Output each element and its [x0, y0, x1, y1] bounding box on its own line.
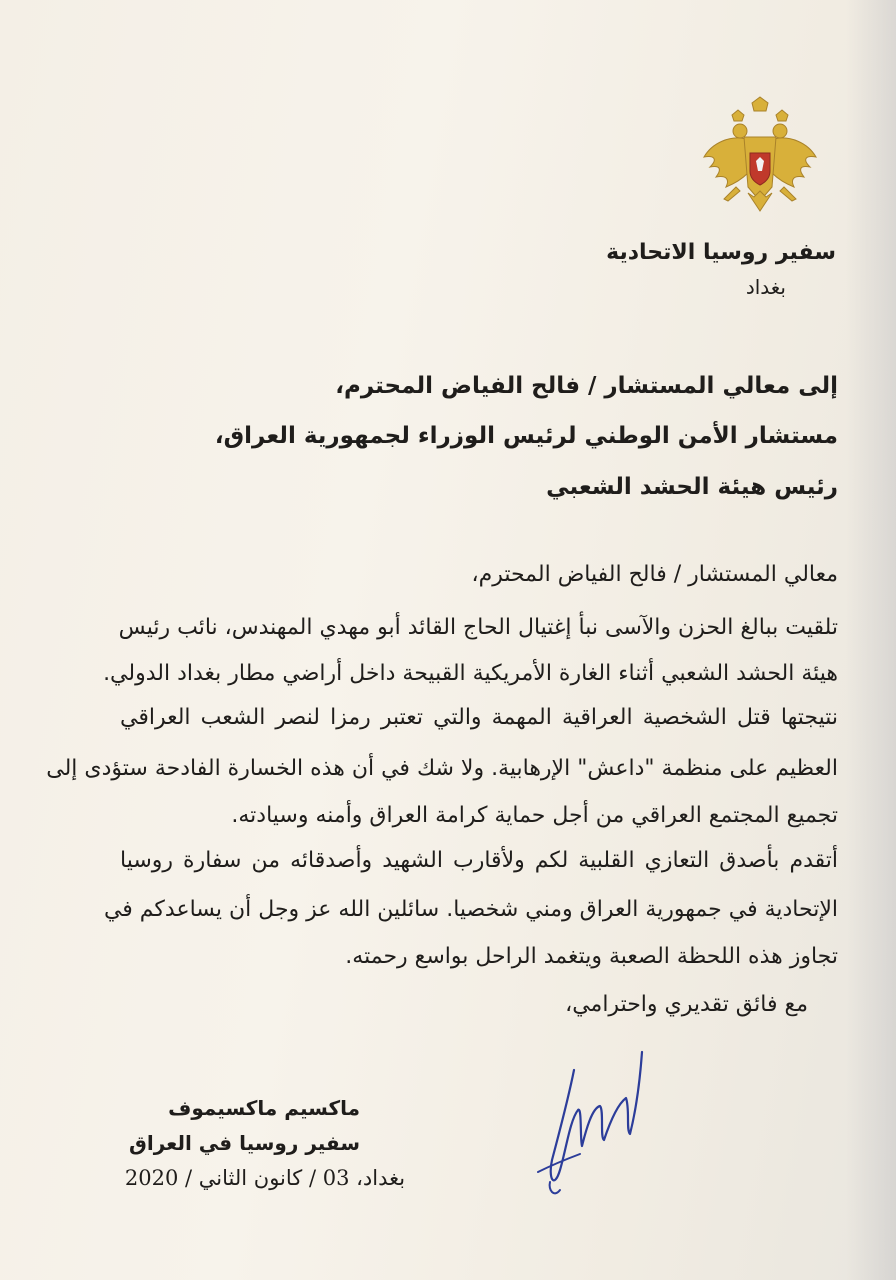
- sender-city: بغداد: [745, 275, 786, 299]
- paragraph-2-line-3: تجميع المجتمع العراقي من أجل حماية كرامة العراق وأمنه وسيادته.: [231, 803, 838, 828]
- signatory-name: ماكسيم ماكسيموف: [168, 1096, 360, 1120]
- paragraph-3-line-2: الإتحادية في جمهورية العراق ومني شخصيا. سائلين الله عز وجل أن يساعدكم في: [103, 897, 838, 922]
- paragraph-1-line-1: تلقيت ببالغ الحزن والآسى نبأ إغتيال الحاج القائد أبو مهدي المهندس، نائب رئيس: [118, 615, 838, 640]
- paragraph-1-line-2: هيئة الحشد الشعبي أثناء الغارة الأمريكية القبيحة داخل أراضي مطار بغداد الدولي.: [103, 661, 838, 686]
- paragraph-3-line-3: تجاوز هذه اللحظة الصعبة ويتغمد الراحل بواسع رحمته.: [345, 944, 838, 969]
- letter-date: بغداد، 03 / كانون الثاني / 2020: [124, 1166, 406, 1190]
- addressee-line-3: رئيس هيئة الحشد الشعبي: [546, 474, 838, 500]
- russian-coat-of-arms-emblem: [700, 95, 820, 220]
- paragraph-2-line-1: نتيجتها قتل الشخصية العراقية المهمة والتي تعتبر رمزا لنصر الشعب العراقي: [120, 705, 838, 730]
- page-shadow: [846, 0, 896, 1280]
- salutation: معالي المستشار / فالح الفياض المحترم،: [471, 562, 838, 587]
- signatory-title: سفير روسيا في العراق: [128, 1131, 360, 1155]
- closing-phrase: مع فائق تقديري واحترامي،: [565, 992, 808, 1017]
- addressee-line-1: إلى معالي المستشار / فالح الفياض المحترم،: [335, 373, 838, 399]
- sender-title: سفير روسيا الاتحادية: [606, 240, 836, 265]
- paragraph-2-line-2: العظيم على منظمة "داعش" الإرهابية. ولا شك في أن هذه الخسارة الفادحة ستؤدى إلى: [46, 756, 838, 781]
- addressee-line-2: مستشار الأمن الوطني لرئيس الوزراء لجمهورية العراق،: [214, 423, 838, 449]
- paragraph-3-line-1: أتقدم بأصدق التعازي القلبية لكم ولأقارب الشهيد وأصدقائه من سفارة روسيا: [120, 848, 838, 873]
- handwritten-signature: [530, 1050, 670, 1200]
